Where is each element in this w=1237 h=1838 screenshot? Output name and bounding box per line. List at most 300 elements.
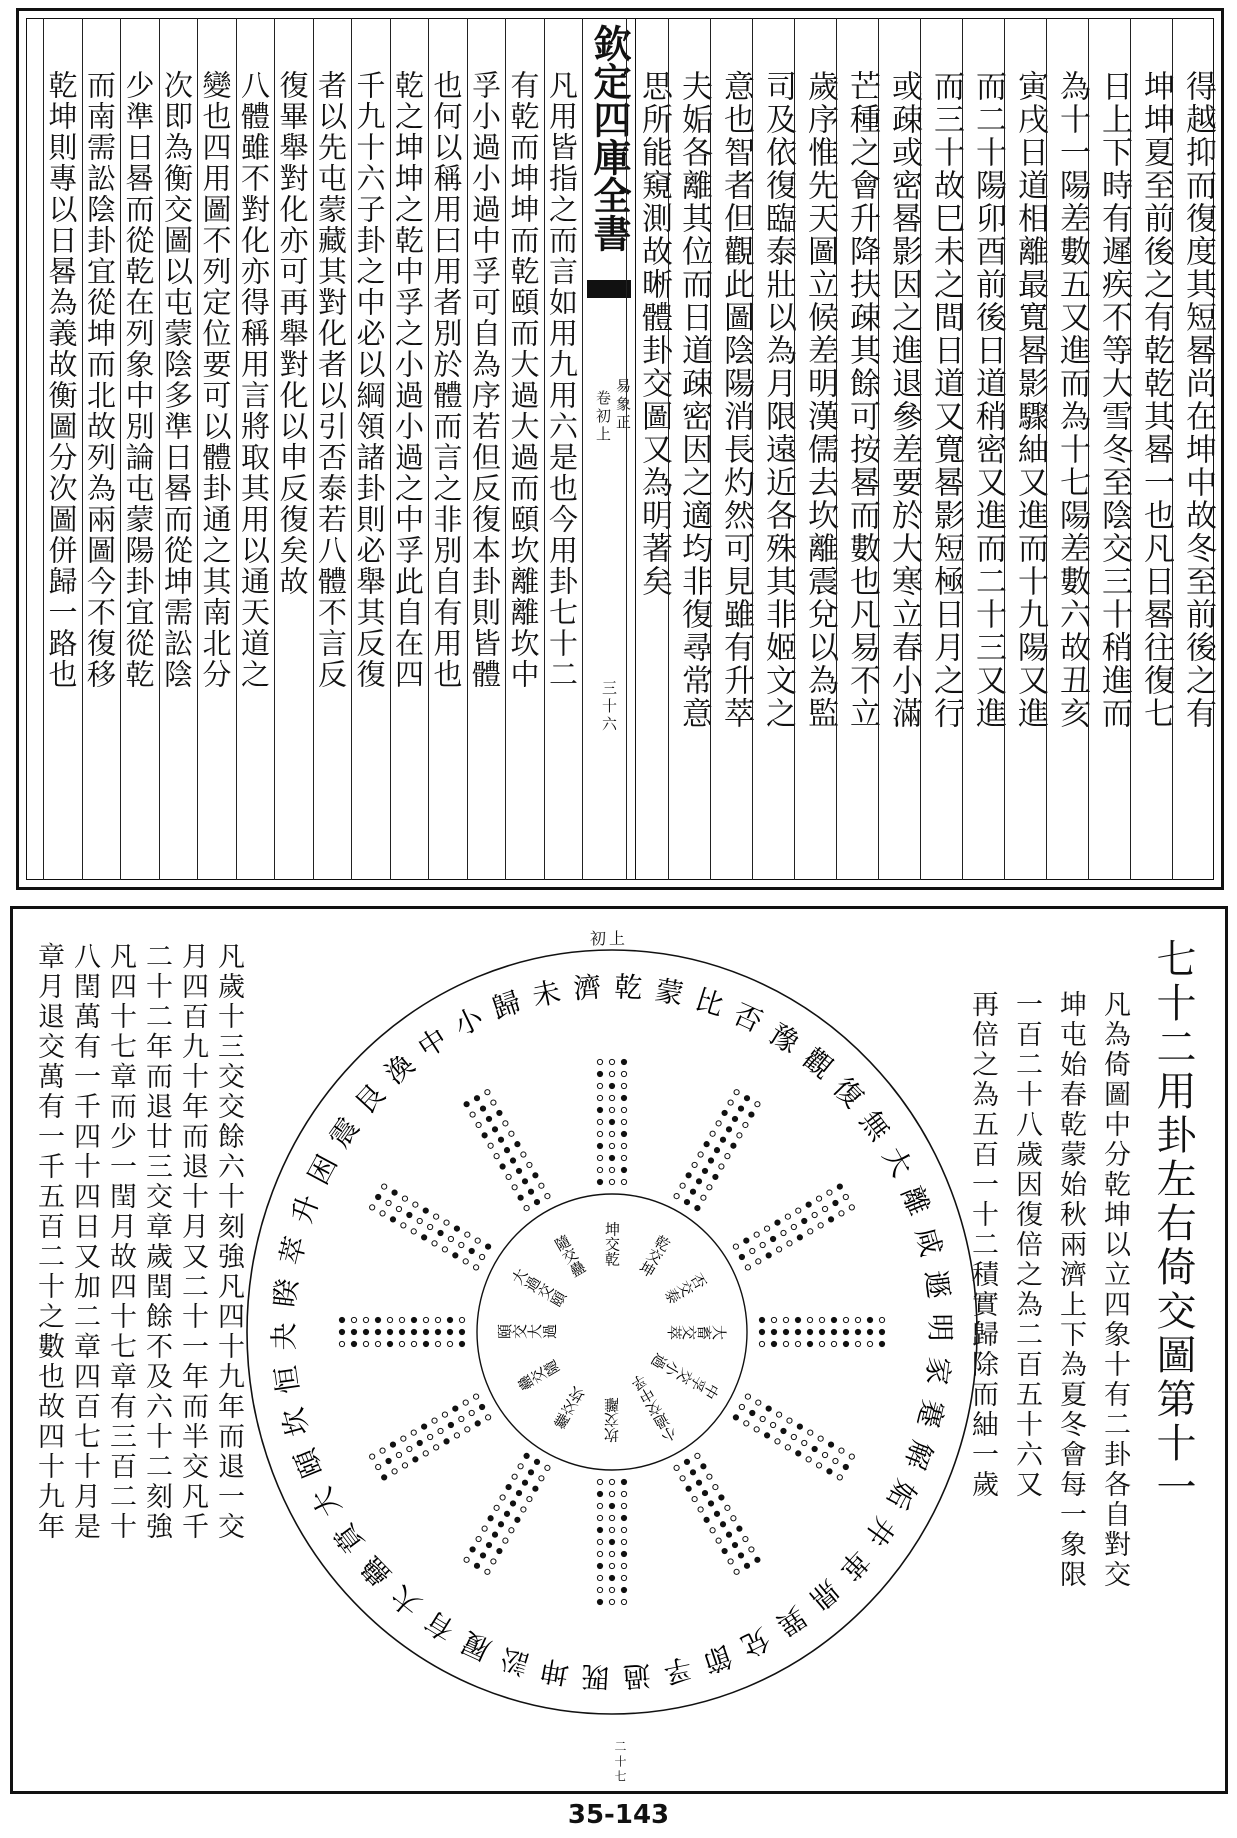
yao-dot — [733, 1415, 738, 1420]
yao-dot — [760, 1242, 765, 1247]
column-rule — [1130, 18, 1131, 880]
yao-dot — [597, 1059, 602, 1064]
yao-dot — [500, 1495, 505, 1500]
yao-dot — [488, 1143, 493, 1148]
yao-dot — [597, 1131, 602, 1136]
yao-dot — [432, 1241, 437, 1246]
yao-dot — [770, 1236, 775, 1241]
yao-dot — [597, 1143, 602, 1148]
text-column: 而二十陽卯酉前後日道稍密又進而二十三又進 — [970, 70, 1006, 730]
yao-dot — [828, 1217, 833, 1222]
yao-dot — [524, 1453, 529, 1458]
yao-dot — [696, 1179, 701, 1184]
yao-dot — [386, 1458, 391, 1463]
yao-dot — [428, 1224, 433, 1229]
ring-hexagram-char: 有 — [419, 1604, 461, 1648]
yao-dot — [749, 1112, 754, 1117]
column-rule — [274, 18, 275, 880]
yao-dot — [722, 1110, 727, 1115]
yao-dot — [516, 1168, 521, 1173]
yao-dot — [692, 1496, 697, 1501]
text-column: 意也智者但觀此圖陰陽消長灼然可見雖有升萃 — [718, 70, 754, 730]
yao-dot — [808, 1430, 813, 1435]
yao-dot — [714, 1148, 719, 1153]
yao-dot — [787, 1241, 792, 1246]
yao-dot — [597, 1539, 602, 1544]
yao-dot — [370, 1454, 375, 1459]
yao-dot — [795, 1329, 800, 1334]
yao-dot — [855, 1341, 860, 1346]
yao-dot — [465, 1427, 470, 1432]
yao-dot — [833, 1200, 838, 1205]
ring-hexagram-char: 頤 — [288, 1443, 330, 1483]
column-rule — [1046, 18, 1047, 880]
yao-dot — [399, 1317, 404, 1322]
yao-dot — [375, 1317, 380, 1322]
yao-dot — [839, 1448, 844, 1453]
ring-hexagram-char: 恒 — [268, 1363, 306, 1396]
text-column: 八體雖不對化亦得稱用言將取其用以通天道之 — [237, 70, 271, 690]
column-rule — [794, 18, 795, 880]
yao-dot — [744, 1096, 749, 1101]
yao-dot — [796, 1208, 801, 1213]
yao-dot — [713, 1174, 718, 1179]
yao-dot — [351, 1329, 356, 1334]
yao-dot — [435, 1317, 440, 1322]
ring-hexagram-char: 解 — [898, 1435, 939, 1474]
yao-dot — [621, 1491, 626, 1496]
column-rule — [351, 18, 352, 880]
ring-hexagram-char: 坎 — [275, 1404, 315, 1440]
yao-dot — [609, 1155, 614, 1160]
yao-dot — [492, 1532, 497, 1537]
text-column: 復畢舉對化亦可再舉對化以申反復矣故 — [275, 70, 310, 597]
yao-dot — [387, 1329, 392, 1334]
yao-dot — [442, 1247, 447, 1252]
text-column: 乾坤則專以日晷為義故衡圖分次圖併歸一路也 — [44, 70, 79, 690]
yao-dot — [506, 1484, 511, 1489]
yao-dot — [837, 1184, 842, 1189]
yao-dot — [473, 1394, 478, 1399]
ring-hexagram-char: 節 — [698, 1638, 736, 1679]
yao-dot — [621, 1119, 626, 1124]
spoke-label: 中孚交小過 — [648, 1349, 723, 1403]
yao-dot — [734, 1569, 739, 1574]
yao-dot — [370, 1205, 375, 1210]
yao-dot — [351, 1341, 356, 1346]
yao-dot — [423, 1329, 428, 1334]
ring-hexagram-char: 震 — [322, 1111, 366, 1154]
spoke-label: 頤交大過 — [497, 1323, 557, 1341]
yao-dot — [833, 1458, 838, 1463]
column-rule — [1004, 18, 1005, 880]
ring-hexagram-char: 蹇 — [911, 1395, 951, 1432]
yao-dot — [453, 1406, 458, 1411]
column-rule — [159, 18, 160, 880]
text-column: 次即為衡交圖以屯蒙陰多準日晷而從坤需訟陰 — [160, 70, 194, 690]
yao-dot — [609, 1599, 614, 1604]
yao-dot — [690, 1470, 695, 1475]
yao-dot — [597, 1587, 602, 1592]
ring-hexagram-char: 否 — [728, 997, 768, 1039]
yao-dot — [609, 1071, 614, 1076]
yao-dot — [475, 1421, 480, 1426]
yao-dot — [818, 1436, 823, 1441]
yao-dot — [766, 1406, 771, 1411]
yao-dot — [515, 1517, 520, 1522]
yao-dot — [739, 1254, 744, 1259]
yao-dot — [812, 1212, 817, 1217]
yao-dot — [512, 1474, 517, 1479]
yao-dot — [722, 1548, 727, 1553]
yao-dot — [621, 1071, 626, 1076]
yao-dot — [621, 1155, 626, 1160]
ring-hexagram-char: 過 — [621, 1658, 653, 1694]
yao-dot — [764, 1433, 769, 1438]
spoke-label: 離交坎 — [550, 1384, 589, 1433]
yao-dot — [621, 1599, 626, 1604]
yao-dot — [684, 1459, 689, 1464]
yao-dot — [807, 1317, 812, 1322]
yao-dot — [686, 1486, 691, 1491]
yao-dot — [827, 1469, 832, 1474]
ring-hexagram-char: 豫 — [763, 1016, 805, 1060]
yao-dot — [482, 1133, 487, 1138]
yao-dot — [802, 1218, 807, 1223]
yao-dot — [695, 1453, 700, 1458]
yao-dot — [725, 1505, 730, 1510]
yao-dot — [837, 1475, 842, 1480]
yao-dot — [831, 1329, 836, 1334]
column-rule — [120, 18, 121, 880]
yao-dot — [808, 1229, 813, 1234]
yao-dot — [609, 1527, 614, 1532]
yao-dot — [819, 1317, 824, 1322]
spoke-label: 小過交中孚 — [627, 1371, 682, 1446]
column-rule — [962, 18, 963, 880]
yao-dot — [818, 1223, 823, 1228]
yao-dot — [363, 1341, 368, 1346]
yao-dot — [843, 1194, 848, 1199]
yao-dot — [609, 1119, 614, 1124]
yao-dot — [719, 1164, 724, 1169]
yao-dot — [806, 1202, 811, 1207]
yao-dot — [428, 1434, 433, 1439]
yao-dot — [479, 1254, 484, 1259]
yao-dot — [413, 1202, 418, 1207]
yao-dot — [701, 1464, 706, 1469]
yao-dot — [474, 1096, 479, 1101]
text-column: 有乾而坤坤而乾頤而大過大過而頤坎離離坎中 — [506, 70, 541, 690]
ring-hexagram-char: 革 — [832, 1543, 876, 1587]
ring-hexagram-char: 大 — [305, 1481, 348, 1523]
ring-hexagram-char: 無 — [853, 1104, 897, 1147]
yao-dot — [609, 1179, 614, 1184]
yao-dot — [423, 1341, 428, 1346]
yao-dot — [497, 1110, 502, 1115]
yao-dot — [363, 1317, 368, 1322]
yao-dot — [745, 1394, 750, 1399]
yao-dot — [684, 1199, 689, 1204]
yao-dot — [716, 1121, 721, 1126]
yao-dot — [386, 1200, 391, 1205]
top-marker: 初上 — [590, 929, 629, 948]
yao-dot — [771, 1317, 776, 1322]
text-column: 變也四用圖不列定位要可以體卦通之其南北分 — [198, 70, 233, 690]
yao-dot — [521, 1152, 526, 1157]
text-column: 孚小過小過中孚可自為序若但反復本卦則皆體 — [468, 70, 502, 690]
yao-dot — [387, 1317, 392, 1322]
yao-dot — [732, 1542, 737, 1547]
yao-dot — [411, 1430, 416, 1435]
yao-dot — [674, 1465, 679, 1470]
yao-dot — [621, 1179, 626, 1184]
yao-dot — [795, 1317, 800, 1322]
left-note-column: 月四百九十年而退十月又二十一年而半交凡千 — [177, 942, 208, 1542]
yao-dot — [522, 1480, 527, 1485]
yao-dot — [448, 1422, 453, 1427]
spoke-label: 隨交蠱 — [550, 1231, 589, 1280]
yao-dot — [376, 1464, 381, 1469]
text-column: 凡用皆指之而言如用九用六是也今用卦七十二 — [545, 70, 579, 690]
yao-dot — [716, 1538, 721, 1543]
yao-dot — [787, 1418, 792, 1423]
yao-dot — [522, 1179, 527, 1184]
yao-dot — [621, 1539, 626, 1544]
yao-dot — [476, 1536, 481, 1541]
text-column: 夫姤各離其位而日道疎密因之適均非復尋常意 — [676, 70, 712, 730]
yao-dot — [339, 1329, 344, 1334]
yao-dot — [396, 1452, 401, 1457]
yao-dot — [692, 1162, 697, 1167]
yao-dot — [766, 1253, 771, 1258]
yao-dot — [609, 1095, 614, 1100]
yao-dot — [494, 1505, 499, 1510]
yao-dot — [609, 1587, 614, 1592]
yao-dot — [680, 1476, 685, 1481]
yao-dot — [527, 1496, 532, 1501]
text-column: 也何以稱用曰用者別於體而言之非別自有用也 — [429, 70, 464, 690]
yao-dot — [597, 1527, 602, 1532]
ring-hexagram-char: 歸 — [488, 985, 526, 1026]
column-rule — [582, 18, 583, 880]
yao-dot — [597, 1575, 602, 1580]
yao-dot — [411, 1341, 416, 1346]
yao-dot — [702, 1168, 707, 1173]
yao-dot — [686, 1173, 691, 1178]
right-note-column: 再倍之為五百一十二積實歸除而紬一歲 — [967, 990, 998, 1500]
yao-dot — [597, 1599, 602, 1604]
yao-dot — [807, 1329, 812, 1334]
yao-dot — [621, 1167, 626, 1172]
yao-dot — [754, 1427, 759, 1432]
yao-dot — [738, 1553, 743, 1558]
text-column: 寅戌日道相離最寬晷影驟紬又進而十九陽又進 — [1012, 70, 1048, 730]
yao-dot — [447, 1329, 452, 1334]
yao-dot — [494, 1154, 499, 1159]
text-column: 少準日晷而從乾在列象中別論屯蒙陽卦宜從乾 — [121, 70, 156, 690]
yao-dot — [401, 1436, 406, 1441]
yao-dot — [390, 1217, 395, 1222]
yao-dot — [597, 1551, 602, 1556]
right-note-column: 凡為倚圖中分乾坤以立四象十有二卦各自對交 — [1099, 990, 1130, 1590]
volume-label: 卷初上 — [594, 390, 612, 444]
yao-dot — [867, 1341, 872, 1346]
yao-dot — [822, 1452, 827, 1457]
yao-dot — [849, 1454, 854, 1459]
yao-dot — [621, 1095, 626, 1100]
yao-dot — [791, 1224, 796, 1229]
yao-dot — [609, 1167, 614, 1172]
yao-dot — [509, 1528, 514, 1533]
yao-dot — [407, 1446, 412, 1451]
ring-hexagram-char: 觀 — [796, 1041, 840, 1086]
yao-dot — [503, 1121, 508, 1126]
column-rule — [544, 18, 545, 880]
right-note-column: 一百二十八歲因復倍之為二百五十六又 — [1011, 990, 1042, 1500]
yao-dot — [734, 1090, 739, 1095]
yao-dot — [510, 1158, 515, 1163]
yao-dot — [528, 1470, 533, 1475]
yao-dot — [867, 1317, 872, 1322]
ring-hexagram-char: 家 — [919, 1355, 956, 1387]
ring-hexagram-char: 訟 — [496, 1641, 533, 1682]
yao-dot — [710, 1131, 715, 1136]
column-rule — [752, 18, 753, 880]
ring-hexagram-char: 兌 — [735, 1621, 776, 1664]
yao-dot — [597, 1491, 602, 1496]
yao-dot — [621, 1107, 626, 1112]
yao-dot — [597, 1515, 602, 1520]
yao-dot — [498, 1137, 503, 1142]
yao-dot — [775, 1220, 780, 1225]
library-title: 欽定四庫全書 — [587, 24, 632, 252]
yao-dot — [485, 1415, 490, 1420]
text-column: 歲序惟先天圖立候差明漢儒去坎離震兌以為監 — [802, 70, 838, 730]
column-rule — [82, 18, 83, 880]
yao-dot — [447, 1341, 452, 1346]
ring-hexagram-char: 既 — [580, 1659, 611, 1694]
yao-dot — [597, 1155, 602, 1160]
ring-hexagram-char: 孚 — [660, 1651, 695, 1689]
yao-dot — [609, 1107, 614, 1112]
yao-dot — [760, 1416, 765, 1421]
yao-dot — [696, 1480, 701, 1485]
yao-dot — [432, 1418, 437, 1423]
yao-dot — [470, 1547, 475, 1552]
yao-dot — [849, 1205, 854, 1210]
yao-dot — [819, 1329, 824, 1334]
yao-dot — [402, 1463, 407, 1468]
yao-dot — [438, 1230, 443, 1235]
text-column: 日上下時有遲疾不等大雪冬至陰交三十稍進而 — [1096, 70, 1132, 730]
ring-hexagram-char: 萃 — [273, 1232, 313, 1269]
yao-dot — [470, 1112, 475, 1117]
yao-dot — [459, 1242, 464, 1247]
column-rule — [668, 18, 669, 880]
ring-hexagram-char: 咸 — [909, 1224, 949, 1260]
yao-dot — [698, 1152, 703, 1157]
yao-dot — [879, 1317, 884, 1322]
left-note-column: 凡歲十三交交餘六十刻強凡四十九年而退一交 — [213, 942, 244, 1542]
yao-dot — [609, 1575, 614, 1580]
ring-hexagram-char: 升 — [285, 1190, 326, 1229]
yao-dot — [444, 1220, 449, 1225]
yao-dot — [465, 1232, 470, 1237]
yao-dot — [831, 1341, 836, 1346]
yao-dot — [704, 1142, 709, 1147]
text-column: 司及依復臨泰壯以為月限遠近各殊其非姬文之 — [760, 70, 796, 730]
yao-dot — [411, 1329, 416, 1334]
yao-dot — [702, 1490, 707, 1495]
yao-dot — [781, 1428, 786, 1433]
yao-dot — [392, 1190, 397, 1195]
yao-dot — [454, 1433, 459, 1438]
yao-dot — [839, 1211, 844, 1216]
yao-dot — [704, 1517, 709, 1522]
yao-dot — [482, 1526, 487, 1531]
yao-dot — [609, 1059, 614, 1064]
yao-dot — [785, 1214, 790, 1219]
yao-dot — [708, 1158, 713, 1163]
yao-dot — [464, 1102, 469, 1107]
yao-dot — [597, 1179, 602, 1184]
yao-dot — [785, 1445, 790, 1450]
ring-hexagram-char: 大 — [876, 1141, 919, 1183]
yao-dot — [755, 1557, 760, 1562]
text-column: 或疎或密晷影因之進退參差要於大寒立春小滿 — [886, 70, 922, 730]
yao-dot — [479, 1404, 484, 1409]
yao-dot — [506, 1174, 511, 1179]
yao-dot — [855, 1317, 860, 1322]
yao-dot — [504, 1511, 509, 1516]
yao-dot — [411, 1317, 416, 1322]
yao-dot — [783, 1341, 788, 1346]
yao-dot — [719, 1495, 724, 1500]
ring-hexagram-char: 坤 — [538, 1652, 572, 1691]
yao-dot — [726, 1127, 731, 1132]
yao-dot — [434, 1214, 439, 1219]
yao-dot — [534, 1459, 539, 1464]
yao-dot — [621, 1503, 626, 1508]
yao-dot — [744, 1563, 749, 1568]
yao-dot — [867, 1329, 872, 1334]
yao-dot — [597, 1107, 602, 1112]
ring-hexagram-char: 離 — [894, 1181, 936, 1221]
yao-dot — [434, 1445, 439, 1450]
yao-dot — [474, 1563, 479, 1568]
yao-dot — [597, 1083, 602, 1088]
yao-dot — [750, 1248, 755, 1253]
yao-dot — [459, 1329, 464, 1334]
yao-dot — [775, 1439, 780, 1444]
yao-dot — [739, 1404, 744, 1409]
yao-dot — [726, 1532, 731, 1537]
column-rule — [390, 18, 391, 880]
yao-dot — [521, 1507, 526, 1512]
yao-dot — [621, 1479, 626, 1484]
column-rule — [836, 18, 837, 880]
yao-dot — [806, 1457, 811, 1462]
yao-dot — [422, 1235, 427, 1240]
column-rule — [1172, 18, 1173, 880]
yao-dot — [621, 1143, 626, 1148]
yao-dot — [442, 1412, 447, 1417]
ring-hexagram-char: 大 — [384, 1578, 428, 1623]
yao-dot — [486, 1542, 491, 1547]
yao-dot — [816, 1463, 821, 1468]
ring-hexagram-char: 明 — [923, 1313, 957, 1342]
